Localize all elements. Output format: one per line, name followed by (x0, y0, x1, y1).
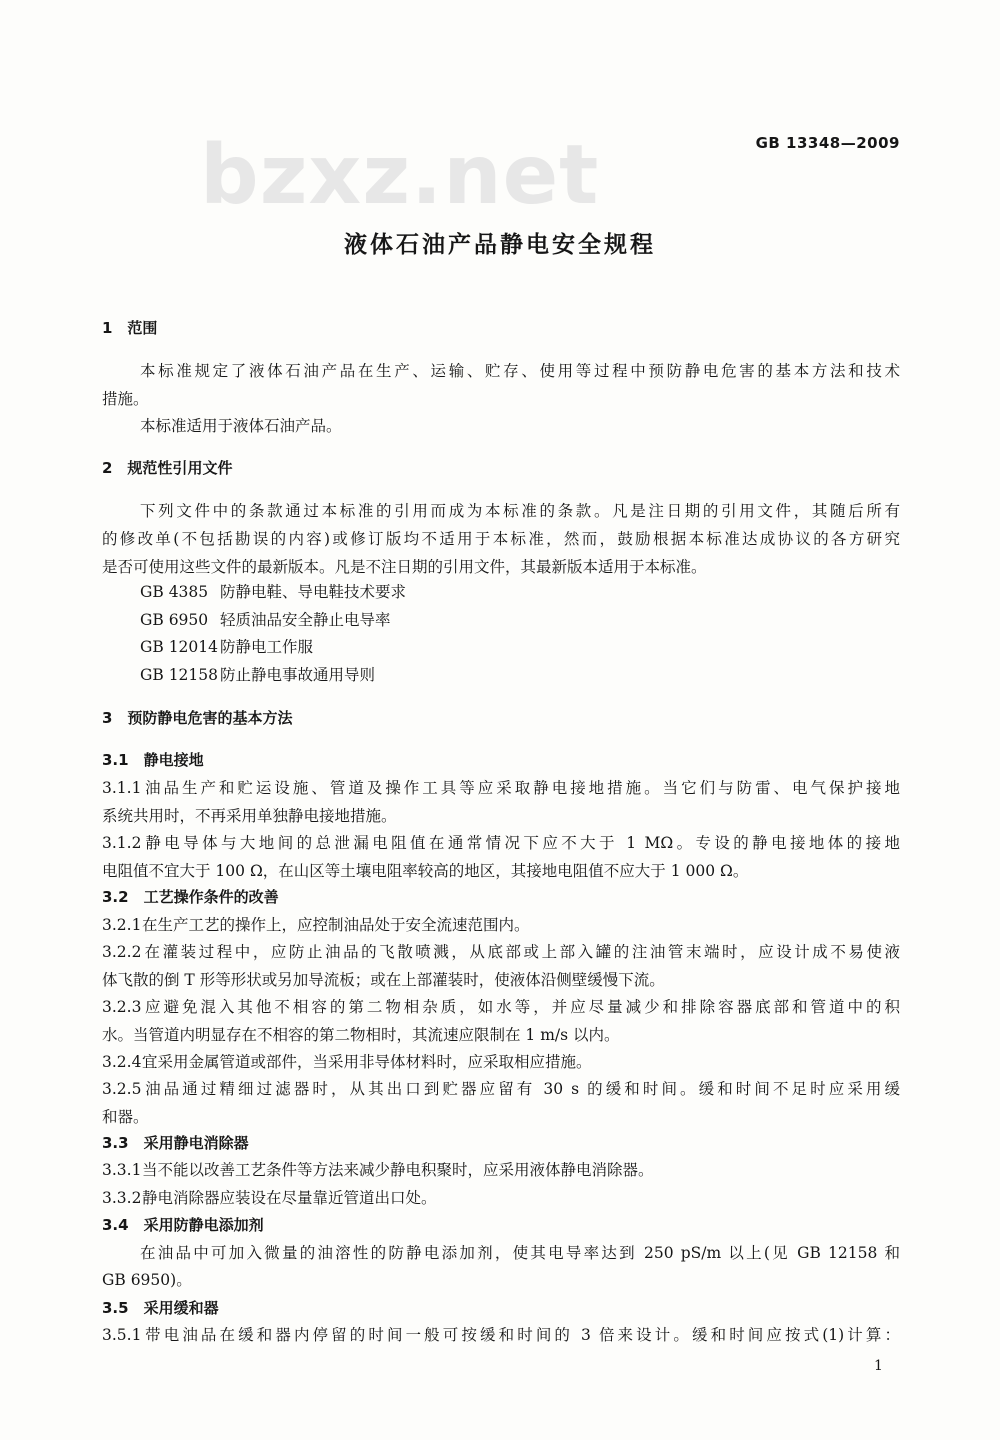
clause-text: 应避免混入其他不相容的第二物相杂质，如水等，并应尽量减少和排除容器底部和管道中的积 (142, 998, 900, 1016)
reference-code: GB 4385 (140, 583, 209, 601)
page-number: 1 (874, 1358, 883, 1374)
reference-title: 轻质油品安全静止电导率 (220, 611, 391, 629)
clause-text: 在灌装过程中，应防止油品的飞散喷溅，从底部或上部入罐的注油管末端时，应设计成不易使液 (142, 943, 900, 961)
clause-number: 3.3.1 (102, 1161, 142, 1179)
clause-text: 油品通过精细过滤器时，从其出口到贮器应留有 30 s 的缓和时间。缓和时间不足时应采用缓 (142, 1080, 900, 1098)
subsection-3-4-paragraph-cont: GB 6950)。 (102, 1271, 192, 1289)
reference-item (140, 610, 900, 630)
clause-3-5-1 (102, 1325, 900, 1345)
subsection-3-5-heading: 3.5 采用缓和器 (102, 1299, 219, 1317)
clause-number: 3.2.3 (102, 998, 142, 1016)
clause-3-1-1 (102, 778, 900, 798)
section-1-paragraph-1-cont: 措施。 (102, 390, 149, 408)
clause-3-2-3 (102, 997, 900, 1017)
clause-3-1-1-cont: 系统共用时，不再采用单独静电接地措施。 (102, 807, 397, 825)
clause-number: 3.2.1 (102, 916, 142, 934)
clause-number: 3.2.4 (102, 1053, 142, 1071)
clause-number: 3.1.2 (102, 834, 142, 852)
reference-code: GB 6950 (140, 611, 209, 629)
reference-code: GB 12014 (140, 638, 219, 656)
subsection-3-3-heading: 3.3 采用静电消除器 (102, 1134, 249, 1152)
clause-text: 油品生产和贮运设施、管道及操作工具等应采取静电接地措施。当它们与防雷、电气保护接地 (142, 779, 900, 797)
reference-title: 防静电鞋、导电鞋技术要求 (220, 583, 407, 601)
clause-3-2-1 (102, 915, 900, 935)
subsection-3-4-paragraph: 在油品中可加入微量的油溶性的防静电添加剂，使其电导率达到 250 pS/m 以上(见 GB 12158 和 (140, 1244, 900, 1262)
clause-text: 当不能以改善工艺条件等方法来减少静电积聚时，应采用液体静电消除器。 (142, 1161, 654, 1179)
subsection-3-4-heading: 3.4 采用防静电添加剂 (102, 1216, 264, 1234)
standard-number: GB 13348—2009 (755, 134, 900, 152)
section-2-paragraph: 下列文件中的条款通过本标准的引用而成为本标准的条款。凡是注日期的引用文件，其随后所有 (140, 502, 900, 520)
reference-title: 防止静电事故通用导则 (220, 666, 376, 684)
clause-3-1-2-cont: 电阻值不宜大于 100 Ω，在山区等土壤电阻率较高的地区，其接地电阻值不应大于 1 000 Ω。 (102, 862, 749, 880)
clause-text: 带电油品在缓和器内停留的时间一般可按缓和时间的 3 倍来设计。缓和时间应按式(1)计算： (142, 1326, 900, 1344)
clause-3-2-2-cont: 体飞散的倒 T 形等形状或另加导流板；或在上部灌装时，使液体沿侧壁缓慢下流。 (102, 971, 665, 989)
watermark: bzxz.net (200, 128, 600, 223)
clause-text: 静电消除器应装设在尽量靠近管道出口处。 (142, 1189, 437, 1207)
clause-number: 3.1.1 (102, 779, 142, 797)
document-title: 液体石油产品静电安全规程 (344, 232, 656, 258)
clause-3-2-5 (102, 1079, 900, 1099)
section-1-paragraph-2: 本标准适用于液体石油产品。 (140, 417, 342, 435)
clause-number: 3.5.1 (102, 1326, 142, 1344)
section-2-heading: 2 规范性引用文件 (102, 459, 233, 477)
section-2-paragraph-cont-2: 是否可使用这些文件的最新版本。凡是不注日期的引用文件，其最新版本适用于本标准。 (102, 558, 707, 576)
clause-3-2-5-cont: 和器。 (102, 1108, 149, 1126)
reference-title: 防静电工作服 (220, 638, 314, 656)
subsection-3-2-heading: 3.2 工艺操作条件的改善 (102, 888, 279, 906)
section-1-paragraph-1: 本标准规定了液体石油产品在生产、运输、贮存、使用等过程中预防静电危害的基本方法和技术 (140, 362, 900, 380)
reference-code: GB 12158 (140, 666, 219, 684)
clause-3-2-4 (102, 1052, 900, 1072)
section-1-heading: 1 范围 (102, 319, 158, 337)
clause-number: 3.2.2 (102, 943, 142, 961)
reference-item (140, 582, 900, 602)
clause-3-3-2 (102, 1188, 900, 1208)
clause-3-3-1 (102, 1160, 900, 1180)
clause-text: 静电导体与大地间的总泄漏电阻值在通常情况下应不大于 1 MΩ。专设的静电接地体的接地 (142, 834, 900, 852)
reference-item (140, 665, 900, 685)
clause-number: 3.3.2 (102, 1189, 142, 1207)
section-3-heading: 3 预防静电危害的基本方法 (102, 709, 293, 727)
clause-text: 在生产工艺的操作上，应控制油品处于安全流速范围内。 (142, 916, 530, 934)
section-2-paragraph-cont-1: 的修改单(不包括勘误的内容)或修订版均不适用于本标准，然而，鼓励根据本标准达成协议的各方研究 (102, 530, 900, 548)
clause-3-2-3-cont: 水。当管道内明显存在不相容的第二物相时，其流速应限制在 1 m/s 以内。 (102, 1026, 620, 1044)
clause-text: 宜采用金属管道或部件，当采用非导体材料时，应采取相应措施。 (142, 1053, 592, 1071)
subsection-3-1-heading: 3.1 静电接地 (102, 751, 204, 769)
clause-3-2-2 (102, 942, 900, 962)
reference-item (140, 637, 900, 657)
clause-3-1-2 (102, 833, 900, 853)
clause-number: 3.2.5 (102, 1080, 142, 1098)
